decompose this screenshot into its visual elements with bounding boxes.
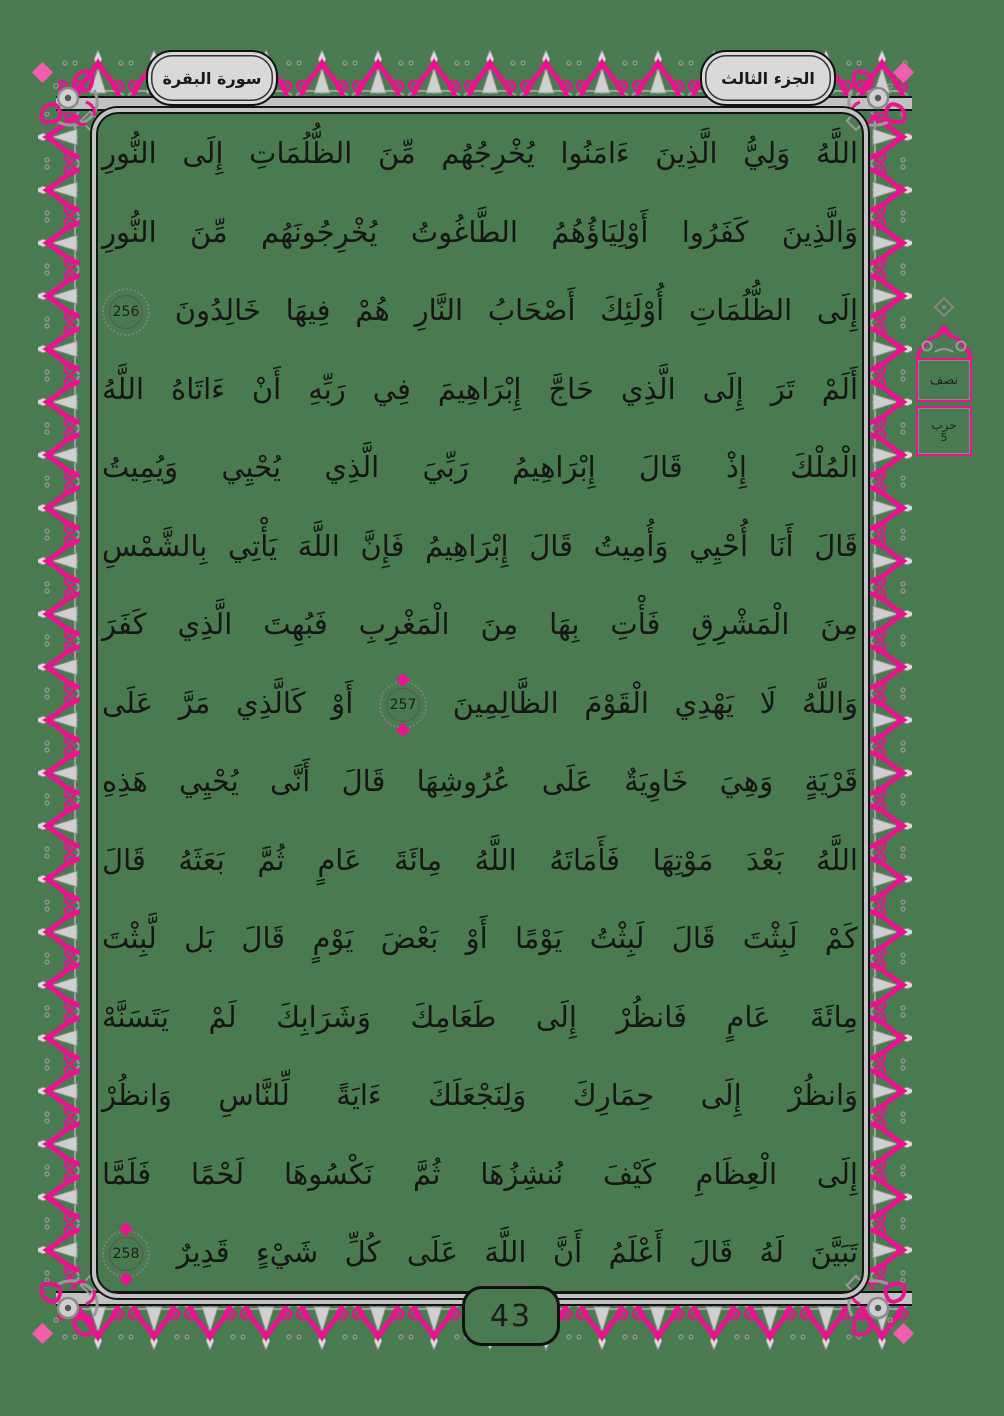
- verse-number: 258: [109, 1237, 143, 1271]
- ayah-text: تَبَيَّنَ لَهُ قَالَ أَعْلَمُ أَنَّ اللَّهَ عَلَى كُلِّ شَيْءٍ قَدِيرٌ: [176, 1235, 859, 1269]
- border-motif-icon: [38, 904, 82, 960]
- verse-number: 256: [109, 295, 143, 329]
- border-motif-icon: [868, 215, 912, 271]
- quran-line: [102, 1056, 858, 1135]
- border-motif-icon: [868, 639, 912, 695]
- hizb-box: [916, 358, 972, 456]
- ayah-text: إِلَى الظُّلُمَاتِ أُوْلَئِكَ أَصْحَابُ النَّارِ هُمْ فِيهَا خَالِدُونَ: [174, 293, 859, 327]
- hizb-marker: [908, 296, 980, 456]
- juz-cartouche: [700, 50, 836, 106]
- border-motif-icon: [38, 586, 82, 642]
- border-motif-icon: [868, 851, 912, 907]
- border-motif-icon: [868, 1169, 912, 1225]
- border-motif-icon: [38, 692, 82, 748]
- border-motif-icon: [38, 162, 82, 218]
- quran-line: [102, 899, 858, 978]
- quran-line: [102, 350, 858, 429]
- hizb-number-cell: [916, 406, 972, 456]
- border-motif-icon: [630, 48, 686, 98]
- surah-label: سورة البقرة: [162, 68, 262, 88]
- border-motif-icon: [630, 1302, 686, 1352]
- quran-line: [102, 742, 858, 821]
- juz-label: الجزء الثالث: [721, 68, 815, 88]
- border-motif-icon: [294, 48, 350, 98]
- quran-line: [102, 193, 858, 272]
- surah-cartouche: [146, 50, 278, 106]
- border-motif-icon: [574, 1302, 630, 1352]
- diamond-icon: [933, 296, 955, 318]
- border-motif-icon: [38, 374, 82, 430]
- border-motif-icon: [38, 1116, 82, 1172]
- border-motif-icon: [182, 1302, 238, 1352]
- verse-number: 257: [386, 688, 420, 722]
- page-number-cartouche: [462, 1286, 560, 1346]
- ayah-text: أَلَمْ تَرَ إِلَى الَّذِي حَاجَّ إِبْرَاهِيمَ فِي رَبِّهِ أَنْ ءَاتَاهُ اللَّهُ: [102, 371, 858, 406]
- border-motif-icon: [38, 533, 82, 589]
- border-motif-icon: [38, 798, 82, 854]
- border-band-left: [38, 112, 88, 1284]
- hizb-half-cell: [916, 358, 972, 402]
- border-motif-icon: [868, 533, 912, 589]
- hizb-number: 5: [940, 430, 948, 444]
- border-motif-icon: [38, 321, 82, 377]
- border-motif-icon: [238, 1302, 294, 1352]
- ayah-text: مِائَةَ عَامٍ فَانظُرْ إِلَى طَعَامِكَ وَشَرَابِكَ لَمْ يَتَسَنَّهْ: [102, 999, 858, 1034]
- quran-line: [102, 114, 858, 193]
- border-motif-icon: [406, 48, 462, 98]
- ayah-text: اللَّهُ بَعْدَ مَوْتِهَا فَأَمَاتَهُ اللَّهُ مِائَةَ عَامٍ ثُمَّ بَعَثَهُ قَالَ: [102, 842, 858, 877]
- border-motif-icon: [126, 1302, 182, 1352]
- border-motif-icon: [868, 957, 912, 1013]
- quran-line: [102, 271, 858, 350]
- ayah-text: كَمْ لَبِثْتَ قَالَ لَبِثْتُ يَوْمًا أَوْ بَعْضَ يَوْمٍ قَالَ بَل لَّبِثْتَ: [102, 921, 858, 955]
- quran-text: [102, 114, 858, 1290]
- ayah-text: إِلَى الْعِظَامِ كَيْفَ نُنشِزُهَا ثُمَّ نَكْسُوهَا لَحْمًا فَلَمَّا: [102, 1156, 858, 1191]
- border-motif-icon: [868, 1116, 912, 1172]
- border-motif-icon: [868, 1063, 912, 1119]
- ayah-text: الْمُلْكَ إِذْ قَالَ إِبْرَاهِيمُ رَبِّيَ الَّذِي يُحْيِي وَيُمِيتُ: [102, 450, 858, 484]
- ayah-text: مِنَ الْمَشْرِقِ فَأْتِ بِهَا مِنَ الْمَغْرِبِ فَبُهِتَ الَّذِي كَفَرَ: [102, 607, 858, 641]
- border-motif-icon: [574, 48, 630, 98]
- border-motif-icon: [868, 427, 912, 483]
- border-motif-icon: [518, 48, 574, 98]
- border-motif-icon: [868, 268, 912, 324]
- border-motif-icon: [868, 586, 912, 642]
- verse-marker: [379, 681, 427, 729]
- border-motif-icon: [38, 268, 82, 324]
- border-motif-icon: [38, 745, 82, 801]
- quran-line: [102, 1135, 858, 1214]
- border-motif-icon: [868, 321, 912, 377]
- border-motif-icon: [868, 1010, 912, 1066]
- border-motif-icon: [868, 798, 912, 854]
- hizb-half-label: نصف: [929, 372, 959, 388]
- border-motif-icon: [868, 745, 912, 801]
- border-motif-icon: [38, 215, 82, 271]
- ayah-text: اللَّهُ وَلِيُّ الَّذِينَ ءَامَنُوا يُخْرِجُهُم مِّنَ الظُّلُمَاتِ إِلَى النُّورِ: [102, 136, 858, 170]
- border-motif-icon: [868, 374, 912, 430]
- border-motif-icon: [350, 48, 406, 98]
- border-motif-icon: [868, 904, 912, 960]
- quran-line: [102, 821, 858, 900]
- ayah-text: أَوْ كَالَّذِي مَرَّ عَلَى: [102, 685, 354, 720]
- border-motif-icon: [38, 427, 82, 483]
- border-motif-icon: [38, 1063, 82, 1119]
- quran-line: [102, 978, 858, 1057]
- border-motif-icon: [868, 480, 912, 536]
- page-number: 43: [489, 1298, 533, 1334]
- border-motif-icon: [742, 1302, 798, 1352]
- border-motif-icon: [868, 162, 912, 218]
- border-motif-icon: [350, 1302, 406, 1352]
- ayah-text: وَانظُرْ إِلَى حِمَارِكَ وَلِنَجْعَلَكَ ءَايَةً لِّلنَّاسِ وَانظُرْ: [102, 1078, 858, 1112]
- border-motif-icon: [406, 1302, 462, 1352]
- border-motif-icon: [38, 1169, 82, 1225]
- ayah-text: وَالَّذِينَ كَفَرُوا أَوْلِيَاؤُهُمُ الطَّاغُوتُ يُخْرِجُونَهُم مِّنَ النُّورِ: [102, 214, 858, 249]
- border-motif-icon: [868, 692, 912, 748]
- quran-line: [102, 664, 858, 743]
- verse-marker: [102, 288, 150, 336]
- ayah-text: قَرْيَةٍ وَهِيَ خَاوِيَةٌ عَلَى عُرُوشِهَا قَالَ أَنَّى يُحْيِي هَذِهِ: [102, 764, 858, 798]
- border-motif-icon: [294, 1302, 350, 1352]
- hizb-label: حزب: [931, 417, 957, 432]
- verse-marker: [102, 1230, 150, 1278]
- border-motif-icon: [38, 1010, 82, 1066]
- border-motif-icon: [38, 639, 82, 695]
- border-band-right: [862, 112, 912, 1284]
- border-motif-icon: [38, 851, 82, 907]
- ayah-text: وَاللَّهُ لَا يَهْدِي الْقَوْمَ الظَّالِمِينَ: [452, 685, 859, 720]
- quran-line: [102, 1213, 858, 1292]
- ayah-text: قَالَ أَنَا أُحْيِي وَأُمِيتُ قَالَ إِبْرَاهِيمُ فَإِنَّ اللَّهَ يَأْتِي بِالشَّمْسِ: [102, 528, 858, 563]
- quran-line: [102, 507, 858, 586]
- quran-line: [102, 428, 858, 507]
- hizb-crown-icon: [913, 318, 975, 360]
- quran-line: [102, 585, 858, 664]
- border-motif-icon: [38, 957, 82, 1013]
- border-motif-icon: [462, 48, 518, 98]
- border-motif-icon: [38, 480, 82, 536]
- border-motif-icon: [686, 1302, 742, 1352]
